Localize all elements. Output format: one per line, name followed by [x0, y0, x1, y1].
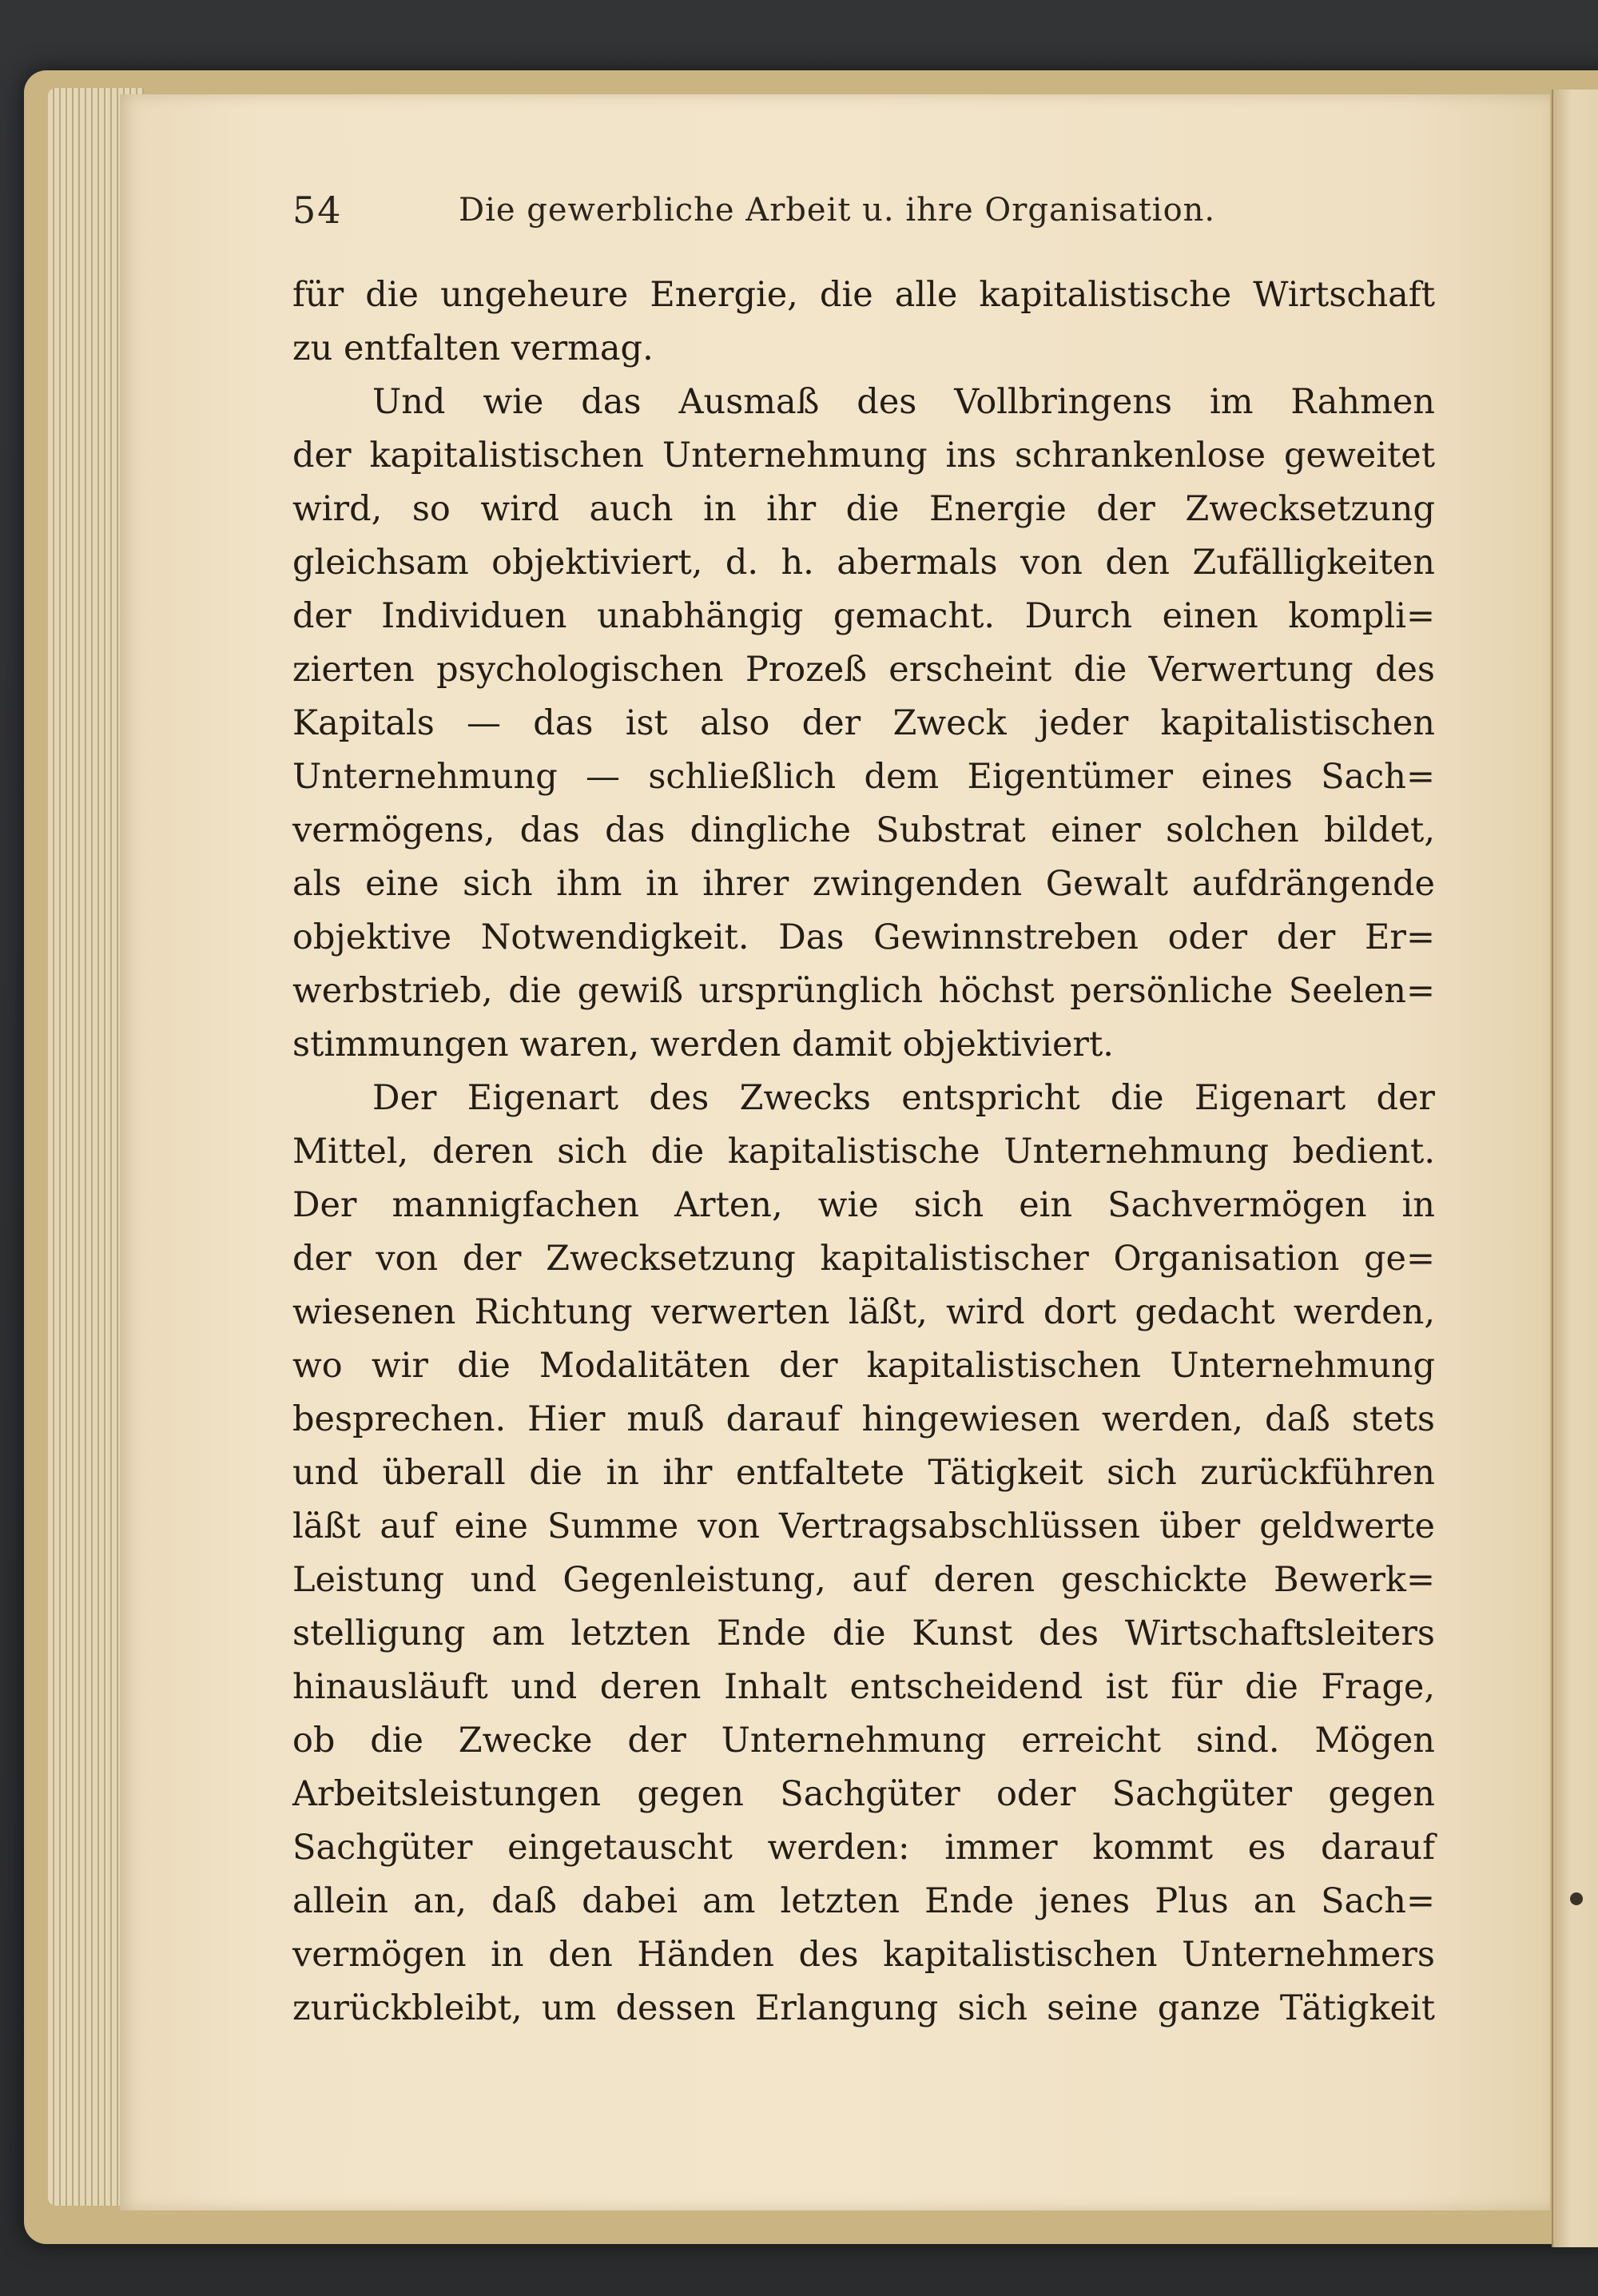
text-line: ob die Zwecke der Unternehmung erreicht sind. Mögen [292, 1721, 1435, 1761]
text-line: zu entfalten vermag. [292, 328, 654, 368]
text-line: stimmungen waren, werden damit objektiviert. [292, 1025, 1114, 1064]
text-line: der von der Zwecksetzung kapitalistischer Organisation ge= [292, 1239, 1435, 1279]
text-line: Arbeitsleistungen gegen Sachgüter oder Sachgüter gegen [292, 1774, 1435, 1814]
text-line: Der Eigenart des Zwecks entspricht die Eigenart der [372, 1078, 1435, 1118]
text-line: besprechen. Hier muß darauf hingewiesen werden, daß stets [292, 1399, 1435, 1439]
text-line: der Individuen unabhängig gemacht. Durch einen kompli= [292, 596, 1435, 636]
body-text [292, 269, 1435, 2035]
text-line: stelligung am letzten Ende die Kunst des Wirtschaftsleiters [292, 1614, 1435, 1653]
text-line: gleichsam objektiviert, d. h. abermals von den Zufälligkeiten [292, 543, 1435, 583]
text-line: vermögen in den Händen des kapitalistischen Unternehmers [292, 1935, 1435, 1975]
text-line: zierten psychologischen Prozeß erscheint die Verwertung des [292, 650, 1435, 690]
text-line: Unternehmung — schließlich dem Eigentümer eines Sach= [292, 757, 1435, 797]
text-line: wiesenen Richtung verwerten läßt, wird dort gedacht werden, [292, 1292, 1435, 1332]
text-line: hinausläuft und deren Inhalt entscheidend ist für die Frage, [292, 1667, 1435, 1707]
text-line: Und wie das Ausmaß des Vollbringens im Rahmen [372, 382, 1435, 422]
text-line: zurückbleibt, um dessen Erlangung sich seine ganze Tätigkeit [292, 1988, 1435, 2028]
text-line: Leistung und Gegenleistung, auf deren geschickte Bewerk= [292, 1560, 1435, 1600]
text-line: wo wir die Modalitäten der kapitalistischen Unternehmung [292, 1346, 1435, 1386]
text-line: läßt auf eine Summe von Vertragsabschlüssen über geldwerte [292, 1506, 1435, 1546]
text-line: objektive Notwendigkeit. Das Gewinnstreben oder der Er= [292, 917, 1435, 957]
ink-dot-mark [1570, 1892, 1583, 1905]
text-line: der kapitalistischen Unternehmung ins schrankenlose geweitet [292, 436, 1435, 476]
text-line: allein an, daß dabei am letzten Ende jenes Plus an Sach= [292, 1881, 1435, 1921]
running-header [292, 189, 1430, 245]
text-line: für die ungeheure Energie, die alle kapitalistische Wirtschaft [292, 275, 1435, 315]
text-line: Der mannigfachen Arten, wie sich ein Sachvermögen in [292, 1185, 1435, 1225]
running-title: Die gewerbliche Arbeit u. ihre Organisation. [459, 192, 1216, 229]
text-line: als eine sich ihm in ihrer zwingenden Gewalt aufdrängende [292, 864, 1435, 904]
text-line: wird, so wird auch in ihr die Energie der Zwecksetzung [292, 489, 1435, 529]
text-line: Kapitals — das ist also der Zweck jeder kapitalistischen [292, 703, 1435, 743]
text-line: vermögens, das das dingliche Substrat einer solchen bildet, [292, 810, 1435, 850]
text-line: Sachgüter eingetauscht werden: immer kommt es darauf [292, 1828, 1435, 1868]
page-number: 54 [292, 189, 343, 232]
text-line: Mittel, deren sich die kapitalistische Unternehmung bedient. [292, 1132, 1435, 1172]
text-line: und überall die in ihr entfaltete Tätigkeit sich zurückführen [292, 1453, 1435, 1493]
facing-page-edge [1552, 90, 1598, 2247]
text-line: werbstrieb, die gewiß ursprünglich höchst persönliche Seelen= [292, 971, 1435, 1011]
